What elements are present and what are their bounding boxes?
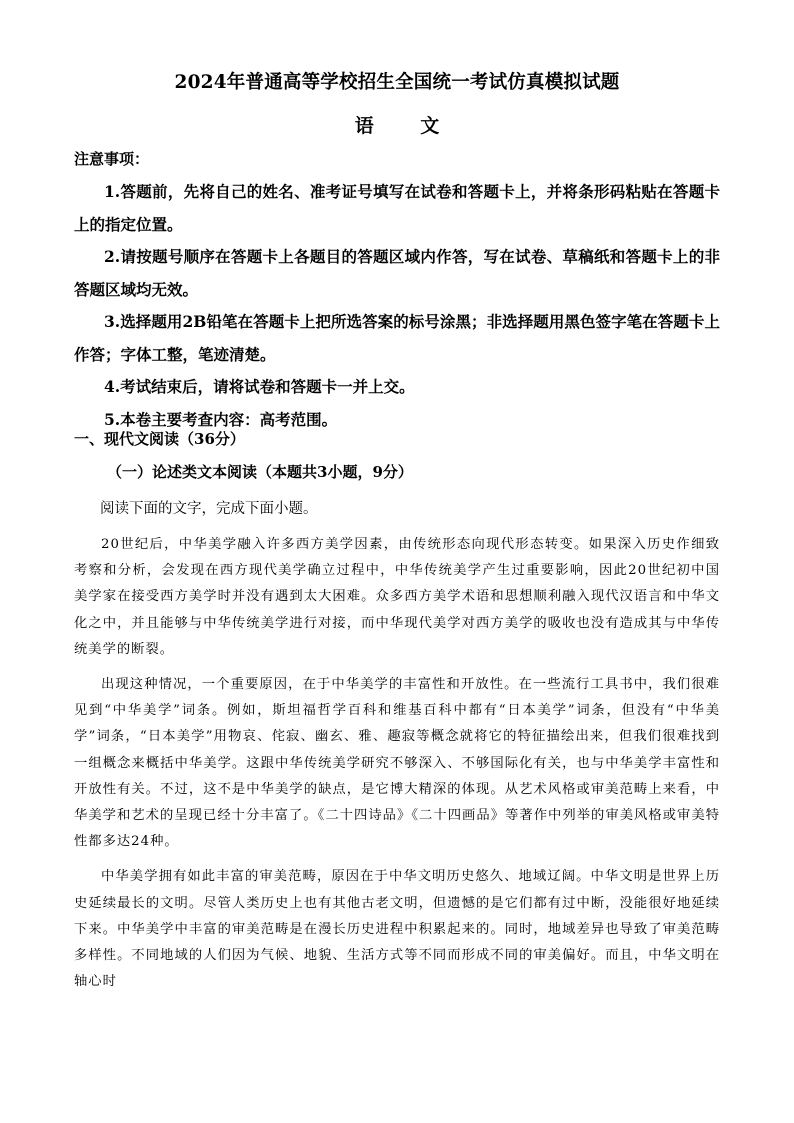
note-item-2: 2.请按题号顺序在答题卡上各题目的答题区域内作答，写在试卷、草稿纸和答题卡上的非答题区域均无效。 — [74, 247, 720, 299]
subsection-heading: （一）论述类文本阅读（本题共3小题，9分） — [107, 463, 413, 481]
reading-passage — [74, 532, 720, 1004]
passage-paragraph-2: 出现这种情况，一个重要原因，在于中华美学的丰富性和开放性。在一些流行工具书中，我们很难见到“中华美学”词条。例如，斯坦福哲学百科和维基百科中都有“日本美学”词条，但没有“中华美学”词条，“日本美学”用物哀、侘寂、幽玄、雅、趣寂等概念就将它的特征描绘出来，但我们很难找到一组概念来概括中华美学。这跟中华传统美学研究不够深入、不够国际化有关，也与中华美学丰富性和开放性有关。不过，这不是中华美学的缺点，是它博大精深的体现。从艺术风格或审美范畴上来看，中华美学和艺术的呈现已经十分丰富了。《二十四诗品》《二十四画品》等著作中列举的审美风格或审美特性都多达24种。 — [74, 677, 720, 850]
note-item-5: 5.本卷主要考查内容：高考范围。 — [104, 409, 338, 429]
subject-title: 语 文 — [354, 115, 440, 137]
reading-instruction: 阅读下面的文字，完成下面小题。 — [100, 501, 318, 517]
notes-list — [74, 176, 720, 436]
section-heading: 一、现代文阅读（36分） — [74, 430, 245, 448]
passage-paragraph-3: 中华美学拥有如此丰富的审美范畴，原因在于中华文明历史悠久、地域辽阔。中华文明是世界上历史延续最长的文明。尽管人类历史上也有其他古老文明，但遗憾的是它们都有过中断，没能很好地延续下来。中华美学中丰富的审美范畴是在漫长历史进程中积累起来的。同时，地域差异也导致了审美范畴多样性。不同地域的人们因为气候、地貌、生活方式等不同而形成不同的审美偏好。而且，中华文明在轴心时 — [74, 869, 720, 990]
exam-title: 2024年普通高等学校招生全国统一考试仿真模拟试题 — [174, 72, 620, 93]
passage-paragraph-1: 20世纪后，中华美学融入许多西方美学因素，由传统形态向现代形态转变。如果深入历史作细致考察和分析，会发现在西方现代美学确立过程中，中华传统美学产生过重要影响，因此20世纪初中国美学家在接受西方美学时并没有遇到太大困难。众多西方美学术语和思想顺利融入现代汉语言和中华文化之中，并且能够与中华传统美学进行对接，而中华现代美学对西方美学的吸收也没有造成其与中华传统美学的断裂。 — [74, 537, 720, 657]
note-item-3: 3.选择题用2B铅笔在答题卡上把所选答案的标号涂黑；非选择题用黑色签字笔在答题卡上作答；字体工整，笔迹清楚。 — [74, 312, 720, 364]
notes-heading: 注意事项： — [74, 150, 150, 168]
note-item-1: 1.答题前，先将自己的姓名、准考证号填写在试卷和答题卡上，并将条形码粘贴在答题卡上的指定位置。 — [74, 182, 720, 234]
note-item-4: 4.考试结束后，请将试卷和答题卡一并上交。 — [104, 377, 415, 396]
